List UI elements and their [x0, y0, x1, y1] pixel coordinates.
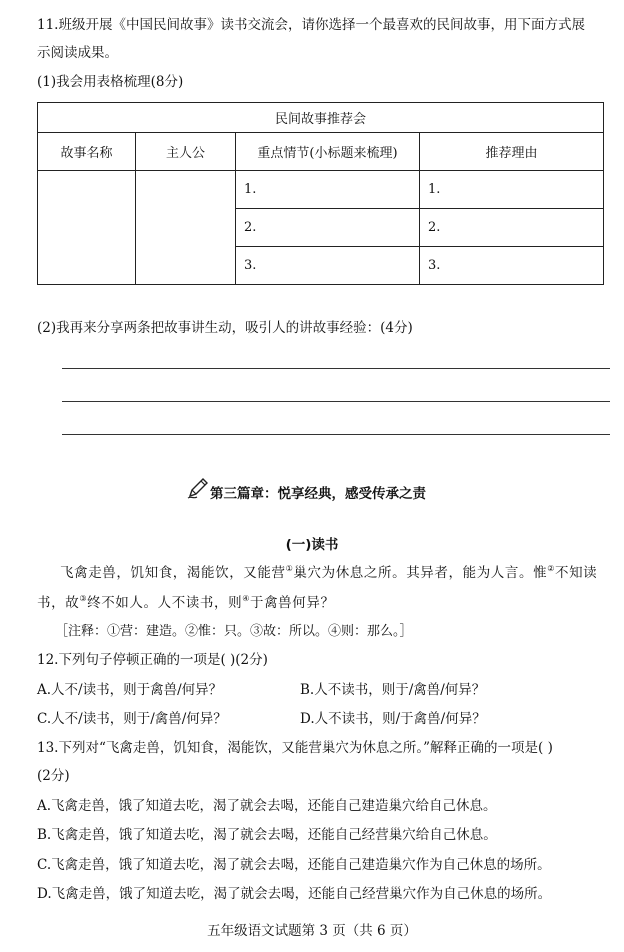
answer-line-1[interactable] [62, 368, 610, 369]
passage-line-1: 飞禽走兽，饥知食，渴能饮，又能营①巢穴为休息之所。其异者，能为人言。惟②不知读 [60, 564, 598, 581]
cell-protagonist[interactable] [136, 171, 236, 285]
cell-reason-1[interactable]: 1. [420, 171, 604, 209]
header-protagonist: 主人公 [136, 133, 236, 171]
cell-reason-3[interactable]: 3. [420, 247, 604, 285]
story-table [37, 102, 604, 285]
q13-points: (2分) [37, 768, 70, 784]
q13-option-c[interactable]: C.飞禽走兽，饿了知道去吃，渴了就会去喝，还能自己建造巢穴作为自己休息的场所。 [37, 857, 551, 873]
cell-story-name[interactable] [38, 171, 136, 285]
cell-plot-1[interactable]: 1. [236, 171, 420, 209]
passage-line-2: 书，故③终不如人。人不读书，则④于禽兽何异？ [37, 594, 335, 611]
answer-line-3[interactable] [62, 434, 610, 435]
header-story-name: 故事名称 [38, 133, 136, 171]
cell-reason-2[interactable]: 2. [420, 209, 604, 247]
header-reason: 推荐理由 [420, 133, 604, 171]
q13-option-b[interactable]: B.飞禽走兽，饿了知道去吃，渴了就会去喝，还能自己经营巢穴给自己休息。 [37, 827, 497, 843]
q12-option-b[interactable]: B.人不读书，则于/禽兽/何异？ [300, 682, 486, 698]
q11-stem-line1: 11.班级开展《中国民间故事》读书交流会，请你选择一个最喜欢的民间故事，用下面方式展 [37, 17, 585, 33]
pen-icon [186, 476, 210, 500]
page-footer: 五年级语文试题第 3 页（共 6 页） [207, 923, 417, 939]
passage-note: ［注释：①营：建造。②惟：只。③故：所以。④则：那么。］ [55, 624, 413, 639]
q13-option-d[interactable]: D.飞禽走兽，饿了知道去吃，渴了就会去喝，还能自己经营巢穴作为自己休息的场所。 [37, 886, 552, 902]
header-plot: 重点情节(小标题来梳理) [236, 133, 420, 171]
chapter-title: 第三篇章：悦享经典，感受传承之责 [210, 486, 426, 502]
q13-option-a[interactable]: A.飞禽走兽，饿了知道去吃，渴了就会去喝，还能自己建造巢穴给自己休息。 [37, 798, 497, 814]
section-title: (一)读书 [285, 537, 339, 553]
q12-stem: 12.下列句子停顿正确的一项是( )(2分) [37, 652, 268, 668]
q13-stem: 13.下列对“飞禽走兽，饥知食，渴能饮，又能营巢穴为休息之所。”解释正确的一项是( ) [37, 740, 553, 756]
q11-stem-line2: 示阅读成果。 [37, 45, 118, 61]
cell-plot-2[interactable]: 2. [236, 209, 420, 247]
table-title: 民间故事推荐会 [38, 103, 604, 133]
cell-plot-3[interactable]: 3. [236, 247, 420, 285]
q12-option-c[interactable]: C.人不/读书，则于/禽兽/何异？ [37, 711, 227, 727]
q12-option-d[interactable]: D.人不读书，则/于禽兽/何异？ [300, 711, 486, 727]
q12-option-a[interactable]: A.人不/读书，则于禽兽/何异？ [37, 682, 223, 698]
answer-line-2[interactable] [62, 401, 610, 402]
q11-part2: (2)我再来分享两条把故事讲生动，吸引人的讲故事经验：(4分) [37, 320, 413, 336]
q11-part1: (1)我会用表格梳理(8分) [37, 74, 184, 90]
